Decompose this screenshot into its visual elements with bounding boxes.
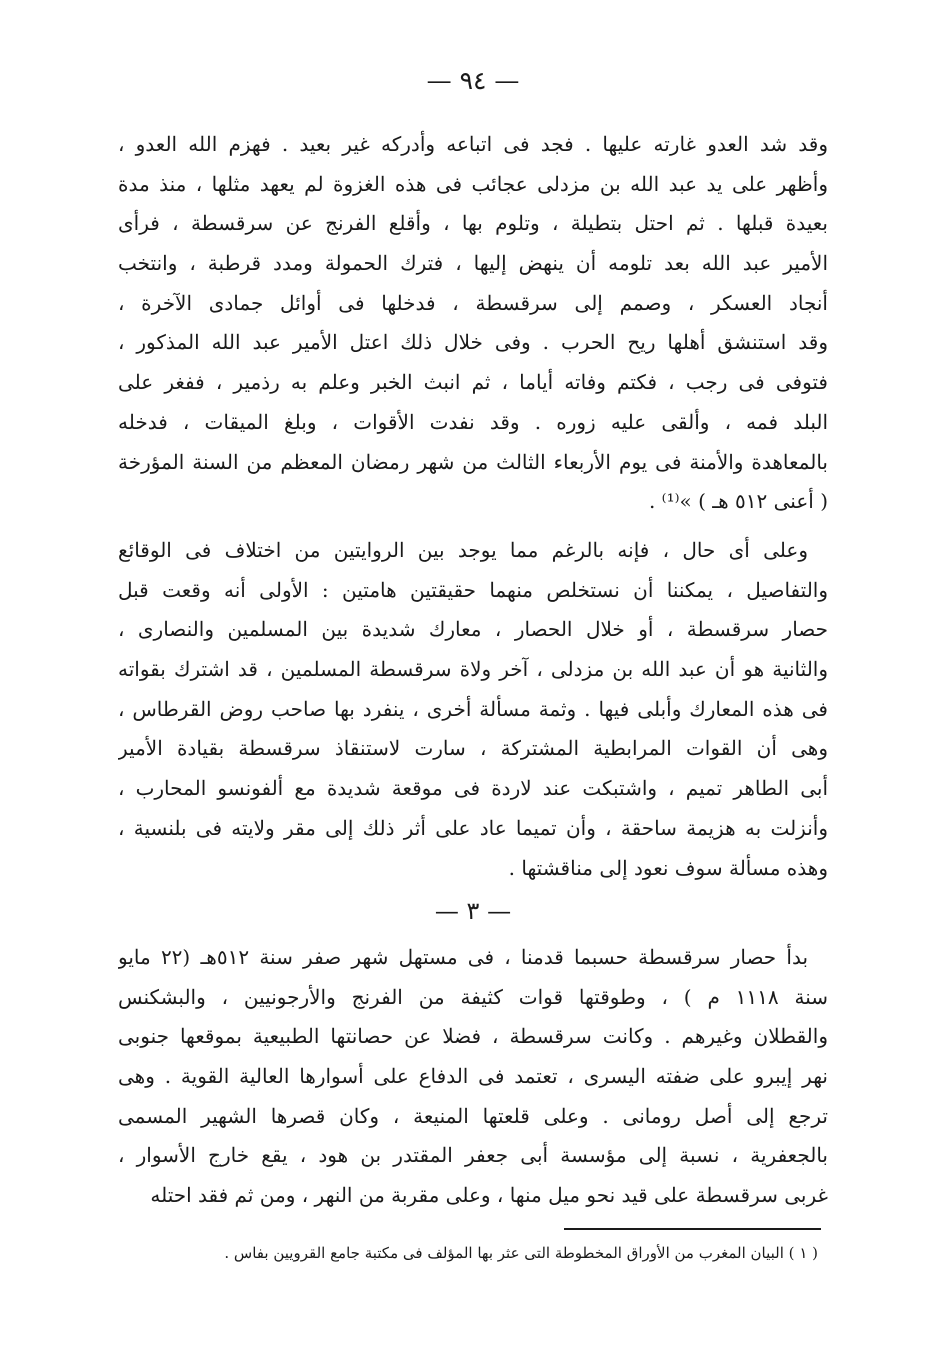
text-line: والثانية هو أن عبد الله بن مزدلى ، آخر ولاة سرقسطة المسلمين ، قد اشترك بقواته	[118, 657, 828, 682]
text-line: وهذه مسألة سوف نعود إلى مناقشتها .	[508, 855, 828, 880]
footnote: ( ١ ) البيان المغرب من الأوراق المخطوطة التى عثر بها المؤلف فى مكتبة جامع القرويين بفاس .	[224, 1244, 818, 1262]
text-line: فى هذه المعارك وأبلى فيها . وثمة مسألة أخرى ، ينفرد بها صاحب روض القرطاس ،	[118, 696, 828, 721]
text-line: نهر إيبرو على ضفته اليسرى ، تعتمد فى الدفاع على أسوارها العالية القوية . وهى	[118, 1064, 828, 1089]
text-line: بالمعاهدة والأمنة فى يوم الأربعاء الثالث من شهر رمضان المعظم من السنة المؤرخة	[118, 449, 828, 474]
text-line: بعيدة قبلها . ثم احتل بتطيلة ، وتلوم بها ، وأقلع الفرنج عن سرقسطة ، فرأى	[118, 211, 828, 236]
paragraph-1	[118, 125, 828, 522]
text-line: فتوفى فى رجب ، فكتم وفاته أياما ، ثم انبث الخبر وعلم به رذمير ، ففغر على	[118, 370, 828, 395]
text-line: والتفاصيل ، يمكننا أن نستخلص منهما حقيقتين هامتين : الأولى أنه وقعت قبل	[118, 577, 828, 602]
text-line: البلد فمه ، وألقى عليه زوره . وقد نفدت الأقوات ، وبلغ الميقات ، فدخله	[118, 409, 828, 434]
text-line: بدأ حصار سرقسطة حسبما قدمنا ، فى مستهل شهر صفر سنة ٥١٢هـ (٢٢ مايو	[118, 945, 809, 969]
text-line: والقطلان وغيرهم . وكانت سرقسطة ، فضلا عن حصانتها الطبيعية بموقعها جنوبى	[118, 1024, 828, 1049]
text-line: أنجاد العسكر ، وصمم إلى سرقسطة ، فدخلها فى أوائل جمادى الآخرة ،	[118, 290, 828, 315]
text-line: وأظهر على يد عبد الله بن مزدلى عجائب فى هذه الغزوة لم يعهد مثلها ، منذ مدة	[118, 171, 828, 196]
text-line: الأمير عبد الله بعد تلومه أن ينهض إليها ، فترك الحمولة ومدد قرطبة ، وانتخب	[118, 251, 828, 276]
paragraph-3	[118, 938, 828, 1216]
text-line: أبى الطاهر تميم ، واشتبكت عند لاردة فى موقعة شديدة مع ألفونسو المحارب ،	[118, 776, 828, 801]
text-line: وعلى أى حال ، فإنه بالرغم مما يوجد بين الروايتين من اختلاف فى الوقائع	[118, 538, 808, 562]
text-line: سنة ١١١٨ م ) ، وطوقتها قوات كثيفة من الفرنج والأرجونيين ، والبشكنس	[118, 984, 828, 1009]
text-line: وقد شد العدو غارته عليها . فجد فى اتباعه وأدركه غير بعيد . فهزم الله العدو ،	[118, 132, 828, 156]
text-line: حصار سرقسطة ، أو خلال الحصار ، معارك شديدة بين المسلمين والنصارى ،	[118, 617, 828, 642]
text-line: وهى أن القوات المرابطية المشتركة ، سارت لاستنقاذ سرقسطة بقيادة الأمير	[118, 736, 828, 761]
text-line: غربى سرقسطة على قيد نحو ميل منها ، وعلى مقربة من النهر ، ومن ثم فقد احتله	[150, 1183, 828, 1208]
section-marker: — ٣ —	[434, 897, 512, 925]
text-line: ترجع إلى أصل رومانى . وعلى قلعتها المنيعة ، وكان قصرها الشهير المسمى	[118, 1103, 828, 1128]
text-line: وقد استنشق أهلها ريح الحرب . وفى خلال ذلك اعتل الأمير عبد الله المذكور ،	[118, 330, 828, 355]
paragraph-2	[118, 531, 828, 888]
footnote-divider	[564, 1228, 821, 1230]
page-number: — ٩٤ —	[426, 66, 520, 95]
text-line: وأنزلت به هزيمة ساحقة ، وأن تميما عاد على أثر ذلك إلى مقر ولايته فى بلنسية ،	[118, 815, 828, 840]
text-line: ( أعنى ٥١٢ هـ ) »⁽¹⁾ .	[648, 489, 828, 514]
text-line: بالجعفرية ، نسبة إلى مؤسسة أبى جعفر المقتدر بن هود ، يقع خارج الأسوار ،	[118, 1143, 828, 1168]
